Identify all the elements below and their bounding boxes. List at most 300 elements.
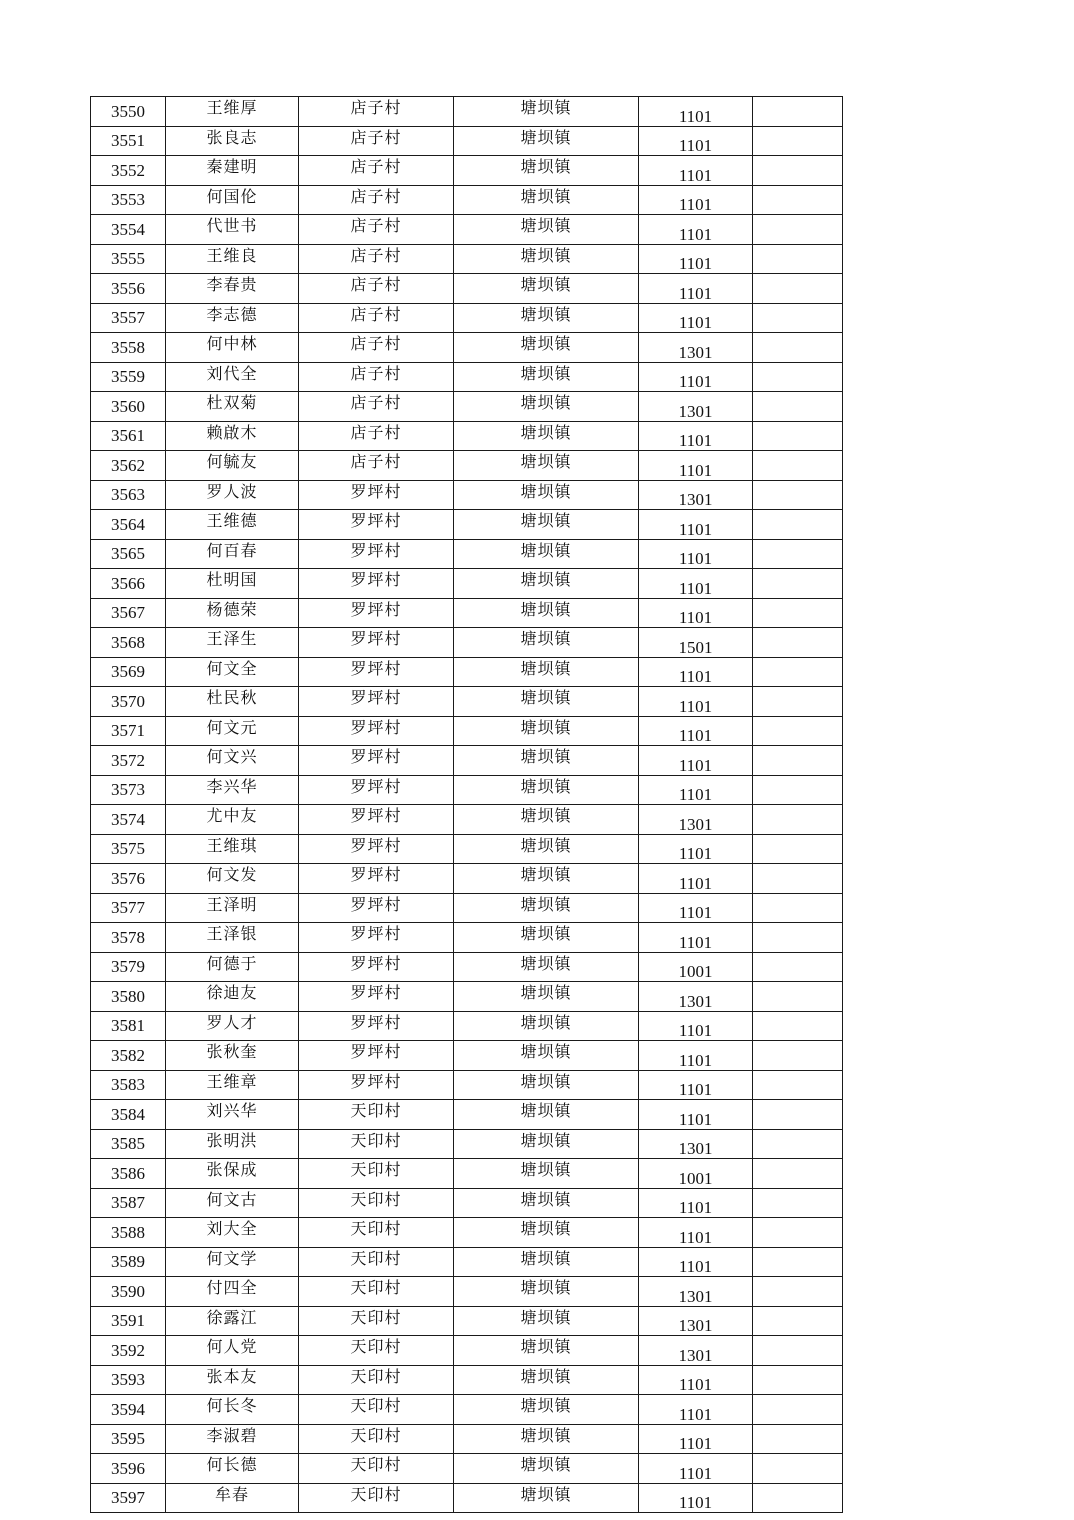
name-cell: 杜民秋 (166, 687, 299, 717)
remarks-cell (753, 1070, 843, 1100)
village-cell: 天印村 (299, 1424, 454, 1454)
remarks-cell (753, 1306, 843, 1336)
remarks-cell (753, 97, 843, 127)
town-cell: 塘坝镇 (454, 362, 639, 392)
serial-number-cell: 3551 (91, 126, 166, 156)
name-cell: 李志德 (166, 303, 299, 333)
code-cell: 1301 (639, 1129, 753, 1159)
serial-number-cell: 3591 (91, 1306, 166, 1336)
serial-number-cell: 3563 (91, 480, 166, 510)
code-cell: 1101 (639, 893, 753, 923)
remarks-cell (753, 362, 843, 392)
table-row (91, 775, 843, 805)
town-cell: 塘坝镇 (454, 156, 639, 186)
village-cell: 天印村 (299, 1188, 454, 1218)
table-row (91, 834, 843, 864)
table-row (91, 1041, 843, 1071)
name-cell: 王维琪 (166, 834, 299, 864)
village-cell: 罗坪村 (299, 480, 454, 510)
serial-number-cell: 3588 (91, 1218, 166, 1248)
name-cell: 何国伦 (166, 185, 299, 215)
table-row (91, 97, 843, 127)
code-cell: 1101 (639, 1100, 753, 1130)
code-cell: 1001 (639, 952, 753, 982)
table-row (91, 687, 843, 717)
town-cell: 塘坝镇 (454, 1365, 639, 1395)
town-cell: 塘坝镇 (454, 1247, 639, 1277)
name-cell: 何长冬 (166, 1395, 299, 1425)
table-row (91, 657, 843, 687)
code-cell: 1101 (639, 97, 753, 127)
name-cell: 徐迪友 (166, 982, 299, 1012)
name-cell: 何文全 (166, 657, 299, 687)
serial-number-cell: 3589 (91, 1247, 166, 1277)
name-cell: 张明洪 (166, 1129, 299, 1159)
table-row (91, 628, 843, 658)
serial-number-cell: 3568 (91, 628, 166, 658)
name-cell: 王泽明 (166, 893, 299, 923)
code-cell: 1301 (639, 480, 753, 510)
code-cell: 1101 (639, 1041, 753, 1071)
name-cell: 张秋奎 (166, 1041, 299, 1071)
town-cell: 塘坝镇 (454, 333, 639, 363)
remarks-cell (753, 333, 843, 363)
table-row (91, 1424, 843, 1454)
code-cell: 1301 (639, 805, 753, 835)
remarks-cell (753, 510, 843, 540)
serial-number-cell: 3567 (91, 598, 166, 628)
town-cell: 塘坝镇 (454, 628, 639, 658)
village-cell: 罗坪村 (299, 510, 454, 540)
serial-number-cell: 3562 (91, 451, 166, 481)
name-cell: 杜双菊 (166, 392, 299, 422)
code-cell: 1101 (639, 657, 753, 687)
name-cell: 刘代全 (166, 362, 299, 392)
name-cell: 王维良 (166, 244, 299, 274)
code-cell: 1101 (639, 864, 753, 894)
name-cell: 张保成 (166, 1159, 299, 1189)
serial-number-cell: 3553 (91, 185, 166, 215)
table-row (91, 1011, 843, 1041)
town-cell: 塘坝镇 (454, 1306, 639, 1336)
name-cell: 张良志 (166, 126, 299, 156)
table-row (91, 333, 843, 363)
name-cell: 何毓友 (166, 451, 299, 481)
town-cell: 塘坝镇 (454, 421, 639, 451)
code-cell: 1301 (639, 982, 753, 1012)
name-cell: 何中林 (166, 333, 299, 363)
name-cell: 李淑碧 (166, 1424, 299, 1454)
code-cell: 1301 (639, 1336, 753, 1366)
remarks-cell (753, 1483, 843, 1513)
serial-number-cell: 3570 (91, 687, 166, 717)
village-cell: 罗坪村 (299, 1070, 454, 1100)
name-cell: 何文发 (166, 864, 299, 894)
code-cell: 1101 (639, 1218, 753, 1248)
table-row (91, 1365, 843, 1395)
code-cell: 1101 (639, 687, 753, 717)
serial-number-cell: 3566 (91, 569, 166, 599)
village-cell: 罗坪村 (299, 775, 454, 805)
town-cell: 塘坝镇 (454, 834, 639, 864)
town-cell: 塘坝镇 (454, 982, 639, 1012)
village-cell: 天印村 (299, 1159, 454, 1189)
remarks-cell (753, 893, 843, 923)
code-cell: 1101 (639, 923, 753, 953)
remarks-cell (753, 864, 843, 894)
remarks-cell (753, 1159, 843, 1189)
code-cell: 1301 (639, 392, 753, 422)
town-cell: 塘坝镇 (454, 569, 639, 599)
name-cell: 王维厚 (166, 97, 299, 127)
town-cell: 塘坝镇 (454, 1454, 639, 1484)
code-cell: 1101 (639, 215, 753, 245)
name-cell: 刘兴华 (166, 1100, 299, 1130)
remarks-cell (753, 480, 843, 510)
town-cell: 塘坝镇 (454, 1424, 639, 1454)
village-cell: 天印村 (299, 1100, 454, 1130)
remarks-cell (753, 982, 843, 1012)
table-row (91, 1336, 843, 1366)
code-cell: 1101 (639, 451, 753, 481)
remarks-cell (753, 392, 843, 422)
serial-number-cell: 3554 (91, 215, 166, 245)
table-row (91, 185, 843, 215)
town-cell: 塘坝镇 (454, 303, 639, 333)
name-cell: 王泽生 (166, 628, 299, 658)
serial-number-cell: 3594 (91, 1395, 166, 1425)
remarks-cell (753, 952, 843, 982)
serial-number-cell: 3576 (91, 864, 166, 894)
table-row (91, 421, 843, 451)
remarks-cell (753, 834, 843, 864)
town-cell: 塘坝镇 (454, 480, 639, 510)
town-cell: 塘坝镇 (454, 539, 639, 569)
remarks-cell (753, 1129, 843, 1159)
town-cell: 塘坝镇 (454, 510, 639, 540)
name-cell: 李兴华 (166, 775, 299, 805)
code-cell: 1101 (639, 746, 753, 776)
name-cell: 李春贵 (166, 274, 299, 304)
village-cell: 店子村 (299, 333, 454, 363)
village-cell: 天印村 (299, 1395, 454, 1425)
remarks-cell (753, 657, 843, 687)
serial-number-cell: 3595 (91, 1424, 166, 1454)
remarks-cell (753, 215, 843, 245)
name-cell: 罗人波 (166, 480, 299, 510)
village-cell: 天印村 (299, 1454, 454, 1484)
code-cell: 1101 (639, 539, 753, 569)
code-cell: 1101 (639, 775, 753, 805)
table-row (91, 1395, 843, 1425)
town-cell: 塘坝镇 (454, 1277, 639, 1307)
serial-number-cell: 3579 (91, 952, 166, 982)
town-cell: 塘坝镇 (454, 657, 639, 687)
table-row (91, 598, 843, 628)
village-cell: 罗坪村 (299, 569, 454, 599)
village-cell: 罗坪村 (299, 746, 454, 776)
serial-number-cell: 3571 (91, 716, 166, 746)
village-cell: 天印村 (299, 1247, 454, 1277)
town-cell: 塘坝镇 (454, 923, 639, 953)
town-cell: 塘坝镇 (454, 1100, 639, 1130)
remarks-cell (753, 185, 843, 215)
code-cell: 1101 (639, 156, 753, 186)
serial-number-cell: 3569 (91, 657, 166, 687)
name-cell: 王维德 (166, 510, 299, 540)
town-cell: 塘坝镇 (454, 1218, 639, 1248)
serial-number-cell: 3577 (91, 893, 166, 923)
name-cell: 秦建明 (166, 156, 299, 186)
serial-number-cell: 3560 (91, 392, 166, 422)
name-cell: 代世书 (166, 215, 299, 245)
remarks-cell (753, 1100, 843, 1130)
serial-number-cell: 3565 (91, 539, 166, 569)
code-cell: 1101 (639, 126, 753, 156)
name-cell: 张本友 (166, 1365, 299, 1395)
village-cell: 天印村 (299, 1306, 454, 1336)
remarks-cell (753, 1395, 843, 1425)
village-cell: 罗坪村 (299, 628, 454, 658)
village-cell: 罗坪村 (299, 1041, 454, 1071)
table-row (91, 864, 843, 894)
code-cell: 1101 (639, 1365, 753, 1395)
village-cell: 罗坪村 (299, 864, 454, 894)
serial-number-cell: 3586 (91, 1159, 166, 1189)
remarks-cell (753, 923, 843, 953)
village-cell: 天印村 (299, 1336, 454, 1366)
village-cell: 店子村 (299, 97, 454, 127)
town-cell: 塘坝镇 (454, 451, 639, 481)
serial-number-cell: 3557 (91, 303, 166, 333)
remarks-cell (753, 628, 843, 658)
code-cell: 1101 (639, 421, 753, 451)
table-row (91, 982, 843, 1012)
town-cell: 塘坝镇 (454, 893, 639, 923)
name-cell: 王维章 (166, 1070, 299, 1100)
name-cell: 徐露江 (166, 1306, 299, 1336)
code-cell: 1101 (639, 1247, 753, 1277)
name-cell: 杜明国 (166, 569, 299, 599)
village-cell: 罗坪村 (299, 923, 454, 953)
record-table-body (91, 97, 843, 1513)
remarks-cell (753, 126, 843, 156)
serial-number-cell: 3555 (91, 244, 166, 274)
table-row (91, 923, 843, 953)
code-cell: 1001 (639, 1159, 753, 1189)
remarks-cell (753, 687, 843, 717)
table-row (91, 1218, 843, 1248)
table-row (91, 362, 843, 392)
name-cell: 赖啟木 (166, 421, 299, 451)
village-cell: 罗坪村 (299, 539, 454, 569)
remarks-cell (753, 598, 843, 628)
code-cell: 1301 (639, 333, 753, 363)
remarks-cell (753, 1188, 843, 1218)
code-cell: 1501 (639, 628, 753, 658)
town-cell: 塘坝镇 (454, 746, 639, 776)
code-cell: 1101 (639, 834, 753, 864)
remarks-cell (753, 569, 843, 599)
town-cell: 塘坝镇 (454, 716, 639, 746)
name-cell: 付四全 (166, 1277, 299, 1307)
serial-number-cell: 3561 (91, 421, 166, 451)
remarks-cell (753, 1218, 843, 1248)
remarks-cell (753, 303, 843, 333)
village-cell: 天印村 (299, 1483, 454, 1513)
village-cell: 罗坪村 (299, 1011, 454, 1041)
village-cell: 店子村 (299, 392, 454, 422)
village-cell: 罗坪村 (299, 716, 454, 746)
table-row (91, 1454, 843, 1484)
remarks-cell (753, 805, 843, 835)
table-row (91, 156, 843, 186)
village-cell: 店子村 (299, 126, 454, 156)
town-cell: 塘坝镇 (454, 97, 639, 127)
code-cell: 1101 (639, 1011, 753, 1041)
town-cell: 塘坝镇 (454, 775, 639, 805)
table-row (91, 451, 843, 481)
table-row (91, 1129, 843, 1159)
code-cell: 1301 (639, 1306, 753, 1336)
serial-number-cell: 3584 (91, 1100, 166, 1130)
remarks-cell (753, 1454, 843, 1484)
serial-number-cell: 3592 (91, 1336, 166, 1366)
table-row (91, 805, 843, 835)
serial-number-cell: 3582 (91, 1041, 166, 1071)
code-cell: 1101 (639, 244, 753, 274)
serial-number-cell: 3585 (91, 1129, 166, 1159)
remarks-cell (753, 539, 843, 569)
table-row (91, 303, 843, 333)
name-cell: 何德于 (166, 952, 299, 982)
serial-number-cell: 3574 (91, 805, 166, 835)
village-cell: 罗坪村 (299, 893, 454, 923)
village-cell: 店子村 (299, 215, 454, 245)
town-cell: 塘坝镇 (454, 126, 639, 156)
code-cell: 1301 (639, 1277, 753, 1307)
table-row (91, 539, 843, 569)
town-cell: 塘坝镇 (454, 185, 639, 215)
serial-number-cell: 3558 (91, 333, 166, 363)
table-row (91, 392, 843, 422)
village-cell: 店子村 (299, 362, 454, 392)
village-cell: 罗坪村 (299, 982, 454, 1012)
table-row (91, 1159, 843, 1189)
remarks-cell (753, 1277, 843, 1307)
town-cell: 塘坝镇 (454, 1483, 639, 1513)
table-row (91, 1070, 843, 1100)
remarks-cell (753, 746, 843, 776)
table-row (91, 952, 843, 982)
village-cell: 罗坪村 (299, 687, 454, 717)
village-cell: 罗坪村 (299, 657, 454, 687)
town-cell: 塘坝镇 (454, 805, 639, 835)
table-row (91, 1188, 843, 1218)
village-cell: 店子村 (299, 185, 454, 215)
town-cell: 塘坝镇 (454, 1159, 639, 1189)
serial-number-cell: 3556 (91, 274, 166, 304)
village-cell: 罗坪村 (299, 805, 454, 835)
serial-number-cell: 3552 (91, 156, 166, 186)
name-cell: 杨德荣 (166, 598, 299, 628)
code-cell: 1101 (639, 1070, 753, 1100)
serial-number-cell: 3578 (91, 923, 166, 953)
town-cell: 塘坝镇 (454, 1395, 639, 1425)
remarks-cell (753, 775, 843, 805)
village-cell: 罗坪村 (299, 598, 454, 628)
village-cell: 店子村 (299, 421, 454, 451)
village-cell: 天印村 (299, 1129, 454, 1159)
town-cell: 塘坝镇 (454, 1011, 639, 1041)
code-cell: 1101 (639, 362, 753, 392)
serial-number-cell: 3590 (91, 1277, 166, 1307)
table-row (91, 126, 843, 156)
code-cell: 1101 (639, 598, 753, 628)
serial-number-cell: 3597 (91, 1483, 166, 1513)
table-row (91, 746, 843, 776)
serial-number-cell: 3559 (91, 362, 166, 392)
serial-number-cell: 3581 (91, 1011, 166, 1041)
remarks-cell (753, 716, 843, 746)
village-cell: 店子村 (299, 451, 454, 481)
town-cell: 塘坝镇 (454, 244, 639, 274)
name-cell: 尤中友 (166, 805, 299, 835)
code-cell: 1101 (639, 1424, 753, 1454)
serial-number-cell: 3550 (91, 97, 166, 127)
town-cell: 塘坝镇 (454, 598, 639, 628)
village-cell: 天印村 (299, 1365, 454, 1395)
name-cell: 何文学 (166, 1247, 299, 1277)
village-cell: 店子村 (299, 303, 454, 333)
village-cell: 罗坪村 (299, 952, 454, 982)
town-cell: 塘坝镇 (454, 274, 639, 304)
table-row (91, 1306, 843, 1336)
remarks-cell (753, 1011, 843, 1041)
remarks-cell (753, 1365, 843, 1395)
remarks-cell (753, 1336, 843, 1366)
village-cell: 店子村 (299, 274, 454, 304)
serial-number-cell: 3583 (91, 1070, 166, 1100)
town-cell: 塘坝镇 (454, 1188, 639, 1218)
name-cell: 罗人才 (166, 1011, 299, 1041)
code-cell: 1101 (639, 274, 753, 304)
code-cell: 1101 (639, 1483, 753, 1513)
name-cell: 王泽银 (166, 923, 299, 953)
code-cell: 1101 (639, 185, 753, 215)
code-cell: 1101 (639, 1454, 753, 1484)
name-cell: 何文兴 (166, 746, 299, 776)
table-row (91, 510, 843, 540)
serial-number-cell: 3573 (91, 775, 166, 805)
serial-number-cell: 3580 (91, 982, 166, 1012)
table-row (91, 1100, 843, 1130)
table-row (91, 1277, 843, 1307)
town-cell: 塘坝镇 (454, 1336, 639, 1366)
table-row (91, 893, 843, 923)
remarks-cell (753, 244, 843, 274)
code-cell: 1101 (639, 303, 753, 333)
remarks-cell (753, 421, 843, 451)
code-cell: 1101 (639, 569, 753, 599)
table-row (91, 480, 843, 510)
table-row (91, 244, 843, 274)
remarks-cell (753, 1041, 843, 1071)
town-cell: 塘坝镇 (454, 1041, 639, 1071)
serial-number-cell: 3593 (91, 1365, 166, 1395)
name-cell: 何百春 (166, 539, 299, 569)
table-row (91, 1247, 843, 1277)
